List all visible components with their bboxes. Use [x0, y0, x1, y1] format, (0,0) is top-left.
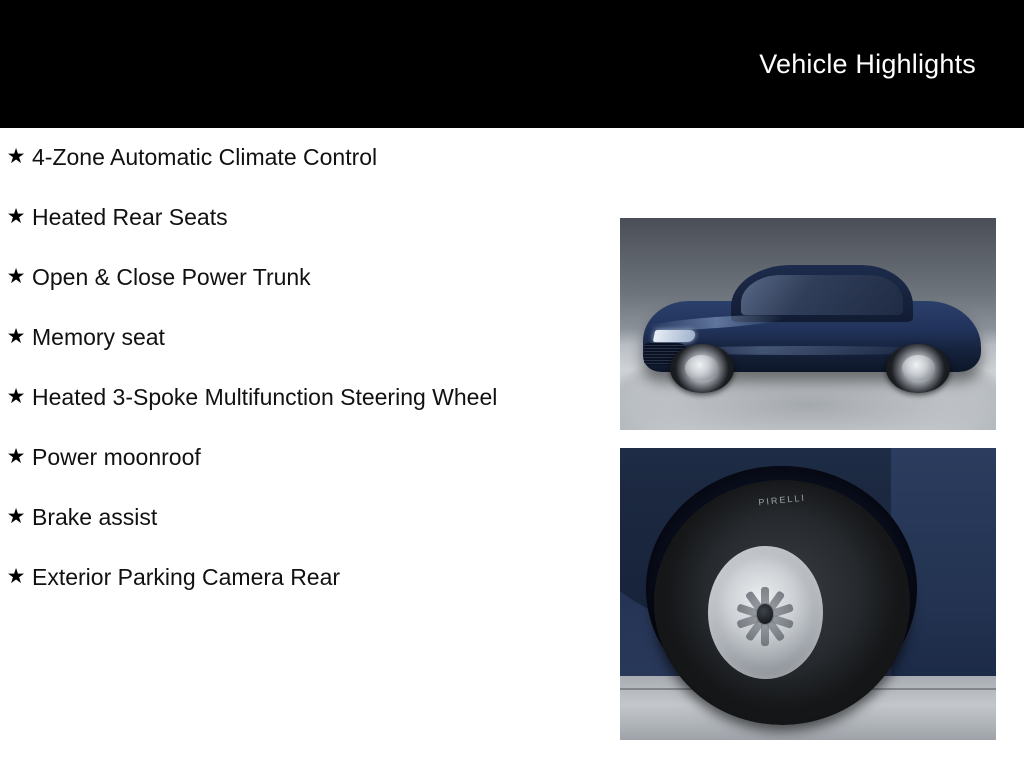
page-title: Vehicle Highlights: [759, 49, 976, 79]
list-item: [0, 320, 600, 354]
feature-label: 4-Zone Automatic Climate Control: [32, 144, 378, 170]
star-bullet-icon: ★: [6, 325, 26, 348]
feature-label: Exterior Parking Camera Rear: [32, 564, 341, 590]
car-silhouette: [643, 265, 981, 396]
vehicle-exterior-photo: [620, 218, 996, 430]
vehicle-highlights-list: [0, 140, 600, 620]
alloy-rim: [708, 546, 823, 678]
tire-brand-label: PIRELLI: [757, 492, 806, 508]
car-windows: [741, 275, 903, 314]
front-wheel: [670, 344, 734, 394]
star-bullet-icon: ★: [6, 145, 26, 168]
tire: [654, 480, 910, 725]
vehicle-wheel-closeup-photo: [620, 448, 996, 740]
feature-label: Heated Rear Seats: [32, 204, 228, 230]
list-item: [0, 440, 600, 474]
star-bullet-icon: ★: [6, 385, 26, 408]
feature-label: Open & Close Power Trunk: [32, 264, 311, 290]
list-item: [0, 260, 600, 294]
star-bullet-icon: ★: [6, 205, 26, 228]
headlight: [653, 330, 696, 342]
star-bullet-icon: ★: [6, 265, 26, 288]
feature-label: Memory seat: [32, 324, 165, 350]
star-bullet-icon: ★: [6, 445, 26, 468]
list-item: [0, 560, 600, 594]
list-item: [0, 500, 600, 534]
header-bar: [0, 0, 1024, 128]
list-item: [0, 140, 600, 174]
feature-label: Heated 3-Spoke Multifunction Steering Wheel: [32, 384, 498, 410]
feature-label: Power moonroof: [32, 444, 201, 470]
rear-wheel: [886, 344, 950, 394]
list-item: [0, 200, 600, 234]
star-bullet-icon: ★: [6, 505, 26, 528]
wheel-hub-cap: [756, 603, 774, 624]
list-item: [0, 380, 600, 414]
star-bullet-icon: ★: [6, 565, 26, 588]
feature-label: Brake assist: [32, 504, 158, 530]
